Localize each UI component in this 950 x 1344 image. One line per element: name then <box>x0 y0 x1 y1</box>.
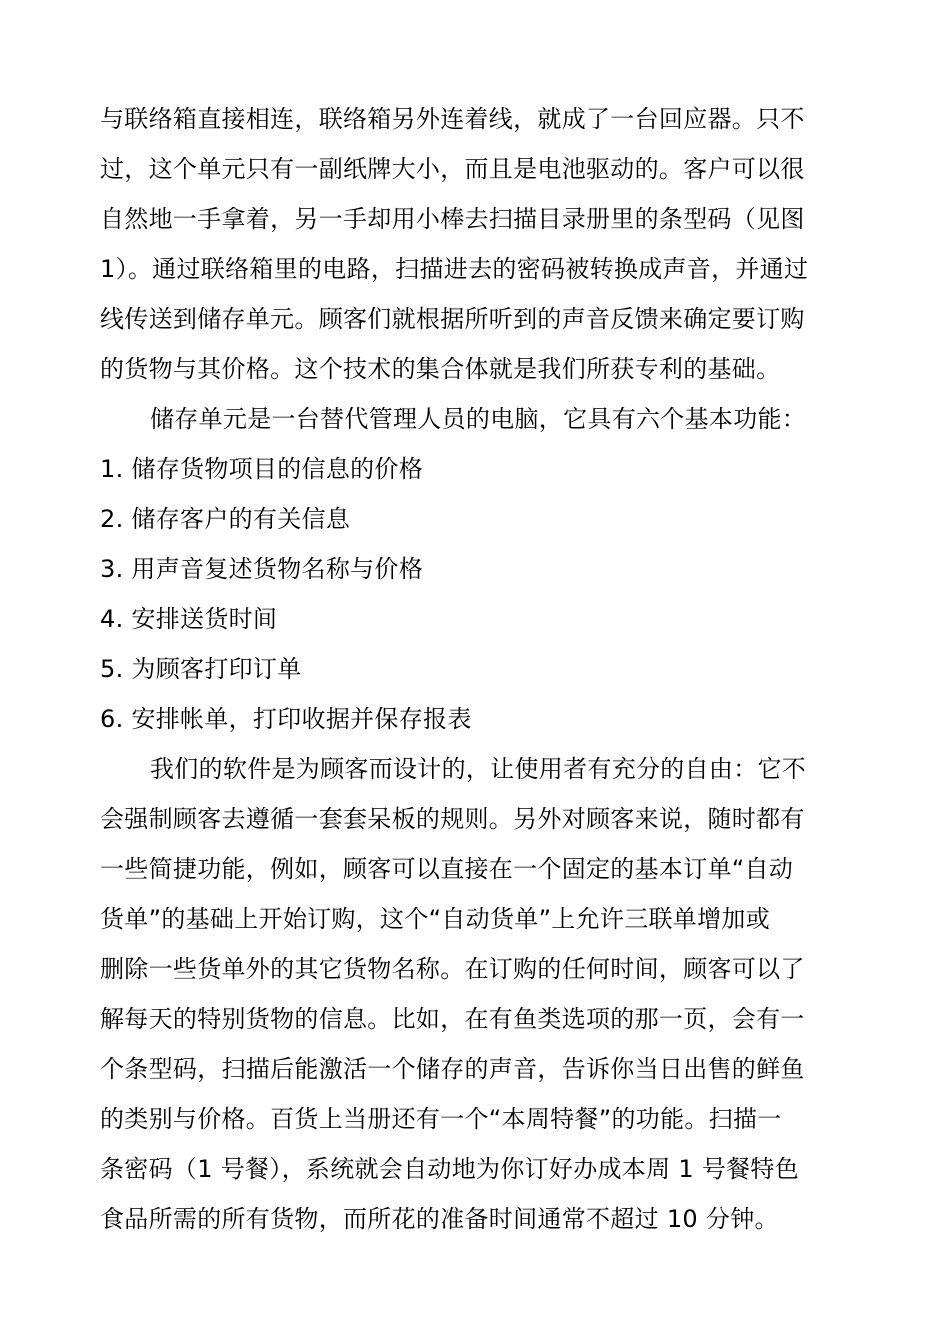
list-item: 5. 为顾客打印订单 <box>100 655 302 683</box>
list-item: 4. 安排送货时间 <box>100 605 278 633</box>
text-line: 解每天的特别货物的信息。比如，在有鱼类选项的那一页，会有一 <box>100 1005 805 1033</box>
list-item: 3. 用声音复述货物名称与价格 <box>100 555 424 583</box>
text-line: 删除一些货单外的其它货物名称。在订购的任何时间，顾客可以了 <box>100 955 805 983</box>
text-line: 我们的软件是为顾客而设计的，让使用者有充分的自由：它不 <box>150 755 807 783</box>
text-line: 个条型码，扫描后能激活一个储存的声音，告诉你当日出售的鲜鱼 <box>100 1055 805 1083</box>
text-line: 一些简捷功能，例如，顾客可以直接在一个固定的基本订单“自动 <box>100 855 794 883</box>
list-item: 1. 储存货物项目的信息的价格 <box>100 455 424 483</box>
text-line: 货单”的基础上开始订购，这个“自动货单”上允许三联单增加或 <box>100 905 770 933</box>
paragraph-1 <box>100 94 860 394</box>
function-list <box>100 444 860 744</box>
paragraph-2: 储存单元是一台替代管理人员的电脑，它具有六个基本功能： <box>150 405 807 433</box>
text-line: 食品所需的所有货物，而所花的准备时间通常不超过 10 分钟。 <box>100 1205 779 1233</box>
paragraph-3 <box>100 744 860 1244</box>
document-page <box>100 94 860 1244</box>
text-line: 会强制顾客去遵循一套套呆板的规则。另外对顾客来说，随时都有 <box>100 805 805 833</box>
text-line: 1）。通过联络箱里的电路，扫描进去的密码被转换成声音，并通过 <box>100 255 809 283</box>
text-line: 自然地一手拿着，另一手却用小棒去扫描目录册里的条型码（见图 <box>100 205 805 233</box>
text-line: 条密码（1 号餐），系统就会自动地为你订好办成本周 1 号餐特色 <box>100 1155 800 1183</box>
text-line: 的类别与价格。百货上当册还有一个“本周特餐”的功能。扫描一 <box>100 1105 782 1133</box>
list-item: 2. 储存客户的有关信息 <box>100 505 351 533</box>
text-line: 线传送到储存单元。顾客们就根据所听到的声音反馈来确定要订购 <box>100 305 805 333</box>
text-line: 过，这个单元只有一副纸牌大小，而且是电池驱动的。客户可以很 <box>100 155 805 183</box>
text-line: 的货物与其价格。这个技术的集合体就是我们所获专利的基础。 <box>100 355 781 383</box>
list-item: 6. 安排帐单，打印收据并保存报表 <box>100 705 472 733</box>
text-line: 与联络箱直接相连，联络箱另外连着线，就成了一台回应器。只不 <box>100 105 805 133</box>
